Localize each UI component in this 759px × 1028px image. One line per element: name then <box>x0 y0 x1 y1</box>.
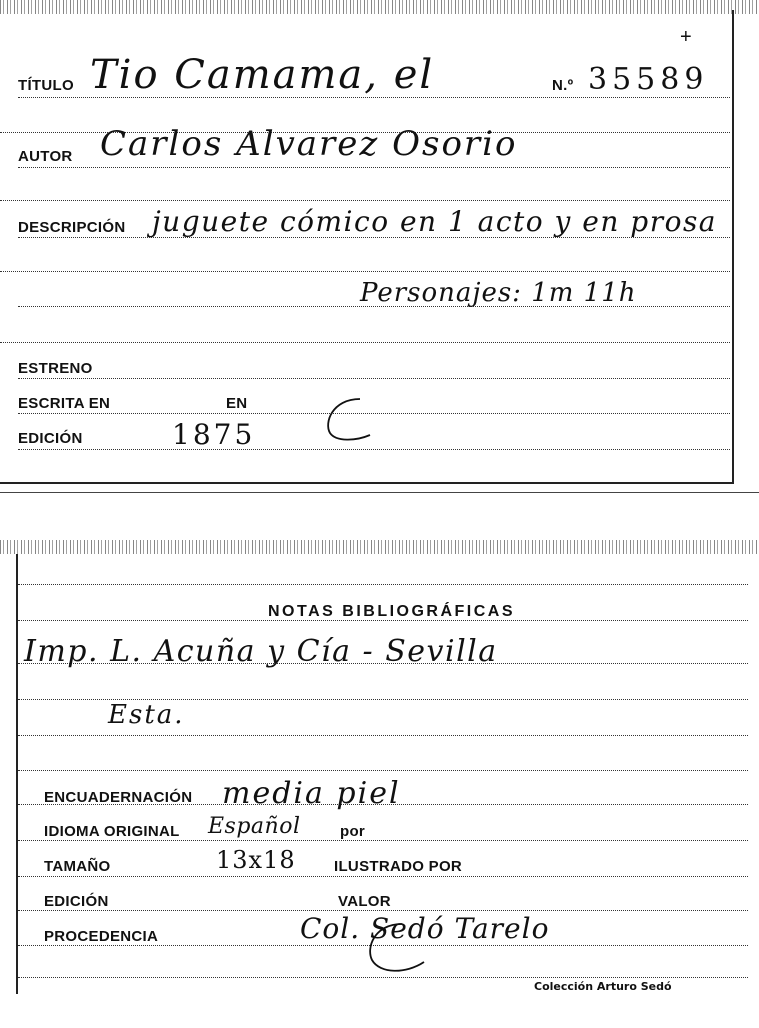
edicion-value: 1875 <box>172 418 256 451</box>
punch-hole-mark <box>362 918 432 978</box>
plus-mark: + <box>680 26 692 48</box>
autor-value: Carlos Alvarez Osorio <box>100 124 518 164</box>
tamano-value: 13x18 <box>216 846 296 874</box>
encuadernacion-value: media piel <box>222 776 401 811</box>
card-top-edge <box>0 0 759 14</box>
valor-label: VALOR <box>338 893 391 910</box>
rule-line <box>0 200 730 201</box>
tamano-label: TAMAÑO <box>44 858 111 875</box>
back-edicion-label: EDICIÓN <box>44 893 109 910</box>
rule-line <box>18 910 748 911</box>
escrita-label: ESCRITA EN <box>18 395 111 412</box>
card-cut-line <box>0 492 759 493</box>
collection-footer: Colección Arturo Sedó <box>534 980 672 993</box>
autor-label: AUTOR <box>18 148 73 165</box>
personajes-value: Personajes: 1m 11h <box>360 278 637 308</box>
rule-line <box>18 840 748 841</box>
ilustrado-label: ILUSTRADO POR <box>334 858 463 875</box>
edicion-label: EDICIÓN <box>18 430 83 447</box>
idioma-value: Español <box>208 814 301 839</box>
procedencia-value: Col. Sedó Tarelo <box>300 912 550 945</box>
descripcion-label: DESCRIPCIÓN <box>18 219 126 236</box>
rule-line <box>0 342 730 343</box>
rule-line <box>0 271 730 272</box>
encuadernacion-label: ENCUADERNACIÓN <box>44 789 193 806</box>
escrita-en-label: EN <box>226 395 248 412</box>
rule-line <box>18 770 748 771</box>
por-label: por <box>340 823 366 840</box>
procedencia-label: PROCEDENCIA <box>44 928 159 945</box>
rule-line <box>18 449 730 450</box>
catalog-card-front <box>0 0 759 492</box>
titulo-label: TÍTULO <box>18 77 74 94</box>
estreno-label: ESTRENO <box>18 360 93 377</box>
rule-line <box>18 876 748 877</box>
catalog-card-back <box>0 540 759 1010</box>
nota-line-1: Imp. L. Acuña y Cía - Sevilla <box>24 634 498 669</box>
punch-hole-mark <box>320 395 380 445</box>
descripcion-value: juguete cómico en 1 acto y en prosa <box>152 205 718 238</box>
notas-heading: NOTAS BIBLIOGRÁFICAS <box>268 603 516 620</box>
nota-line-2: Esta. <box>108 700 185 730</box>
card-right-border <box>732 10 734 484</box>
rule-line <box>18 378 730 379</box>
rule-line <box>18 735 748 736</box>
titulo-value: Tio Camama, el <box>90 52 435 98</box>
rule-line <box>18 167 730 168</box>
rule-line <box>18 584 748 585</box>
numero-label: N.º <box>552 77 574 94</box>
idioma-label: IDIOMA ORIGINAL <box>44 823 180 840</box>
card-bottom-border <box>0 482 734 484</box>
card-top-edge <box>0 540 759 554</box>
numero-value: 35589 <box>588 62 709 97</box>
